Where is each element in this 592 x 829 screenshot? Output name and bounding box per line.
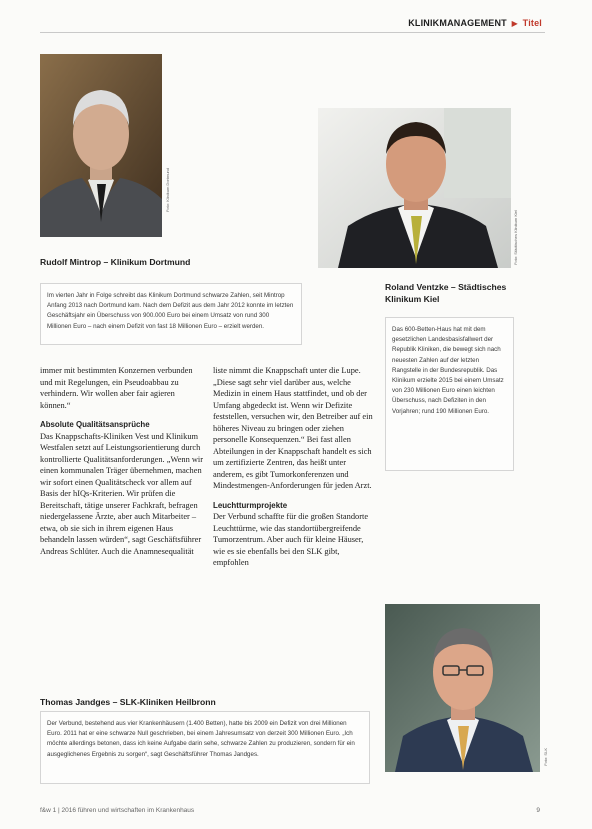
portrait-image-jandges	[385, 604, 540, 772]
infobox-ventzke: Das 600-Betten-Haus hat mit dem gesetzlichen Landesbasisfallwert der Republik Kliniken, die bewegt sich nach neuesten Zahlen auf der letzten Rangstelle in der Bundesrepublik. Das Klinikum erzielte 2015 bei einem Umsatz von 230 Millionen Euro einen leichten Überschuss, nach Defiziten in den Vorjahren; rund 190 Millionen Euro.	[385, 317, 514, 471]
page-number: 9	[536, 807, 540, 814]
portrait-image-mintrop	[40, 54, 162, 237]
col2-subheading: Leuchtturmprojekte	[213, 500, 288, 510]
photo-credit-jandges: Foto: SLK	[543, 748, 548, 766]
infobox-jandges: Der Verbund, bestehend aus vier Krankenhäusern (1.400 Betten), hatte bis 2009 ein Defizit von drei Millionen Euro. 2011 hat er eine schwarze Null geschrieben, bei einem Jahresumsatz von derzeit 300 Millionen Euro. „Ich möchte allerdings betonen, dass ich keine Aufgabe darin sehe, schwarze Zahlen zu produzieren, sondern für ein ausgeglichenes Ergebnis zu sorgen“, sagt Geschäftsführer Thomas Jandges.	[40, 711, 370, 784]
article-column-2	[213, 365, 373, 569]
col2-body: Der Verbund schaffte für die großen Standorte Leuchttürme, wie das standortübergreifende Tumorzentrum. Aber auch für kleine Häuser, wie es sie ebenfalls bei den SLK gibt, empfohlen	[213, 512, 369, 567]
triangle-arrow-icon: ▶	[511, 19, 518, 28]
header-rule	[40, 32, 545, 33]
caption-jandges: Thomas Jandges – SLK-Kliniken Heilbronn	[40, 697, 216, 707]
caption-mintrop: Rudolf Mintrop – Klinikum Dortmund	[40, 257, 191, 267]
caption-ventzke: Roland Ventzke – Städtisches Klinikum Kiel	[385, 282, 507, 304]
col1-intro: immer mit bestimmten Konzernen verbunden und mit Regelungen, ein Pseudoabbau zu verhindern. Wir wollen aber fair agieren können.“	[40, 366, 193, 410]
footer-publication: f&w 1 | 2016 führen und wirtschaften im Krankenhaus	[40, 807, 195, 814]
col1-subheading: Absolute Qualitätsansprüche	[40, 420, 150, 429]
infobox-mintrop: Im vierten Jahr in Folge schreibt das Klinikum Dortmund schwarze Zahlen, seit Mintrop Anfang 2013 nach Dortmund kam. Nach dem Defizit aus dem Jahr 2012 konnte im letzten Geschäftsjahr ein Überschuss von 900.000 Euro bei einem Umsatz von rund 300 Millionen Euro – nach einem Defizit von fast 18 Millionen Euro – erzielt werden.	[40, 283, 302, 345]
section-label: KLINIKMANAGEMENT	[408, 18, 507, 28]
portrait-image-ventzke	[318, 108, 511, 268]
portrait-photo-ventzke	[318, 108, 511, 268]
article-column-1	[40, 365, 204, 557]
col1-body: Das Knappschafts-Kliniken Vest und Klinikum Westfalen setzt auf Leistungsorientierung durch kontrollierte Qualitätsanforderungen. „Wenn wir einen kommunalen Träger übernehmen, machen wir sofort einen Qualitätscheck vor allem auf Basis der hIQs-Kriterien. Wir prüfen die Bereitschaft, tätige unserer Fachkraft, befragen niedergelassene Ärzte, aber auch Mitarbeiter – etwa, ob sie sich in ihrem eigenen Haus behandeln lassen würden“, sagt Geschäftsführer Andreas Schlüter. Auch die Anamnesequalität	[40, 431, 204, 556]
photo-credit-ventzke: Foto: Städtisches Klinikum Kiel	[513, 210, 518, 265]
col2-intro: liste nimmt die Knappschaft unter die Lupe. „Diese sagt sehr viel darüber aus, welche Medizin in einem Haus stattfindet, und ob der Umfang abgedeckt ist. Wenn wir Defizite feststellen, versuchen wir, den Betreiber auf ein höheres Niveau zu bringen oder ziehen personelle Konsequenzen.“ Bei fast allen Abteilungen in der Knappschaft handelt es sich um zertifizierte Zentren, das heißt unter anderem, es gibt Tumorkonferenzen und Mindestmengen-Anforderungen für jeden Arzt.	[213, 366, 373, 490]
section-header	[408, 18, 542, 28]
portrait-photo-mintrop	[40, 54, 162, 237]
portrait-photo-jandges	[385, 604, 540, 772]
subsection-label: Titel	[522, 18, 542, 28]
photo-credit-mintrop: Foto: Klinikum Dortmund	[165, 168, 170, 213]
